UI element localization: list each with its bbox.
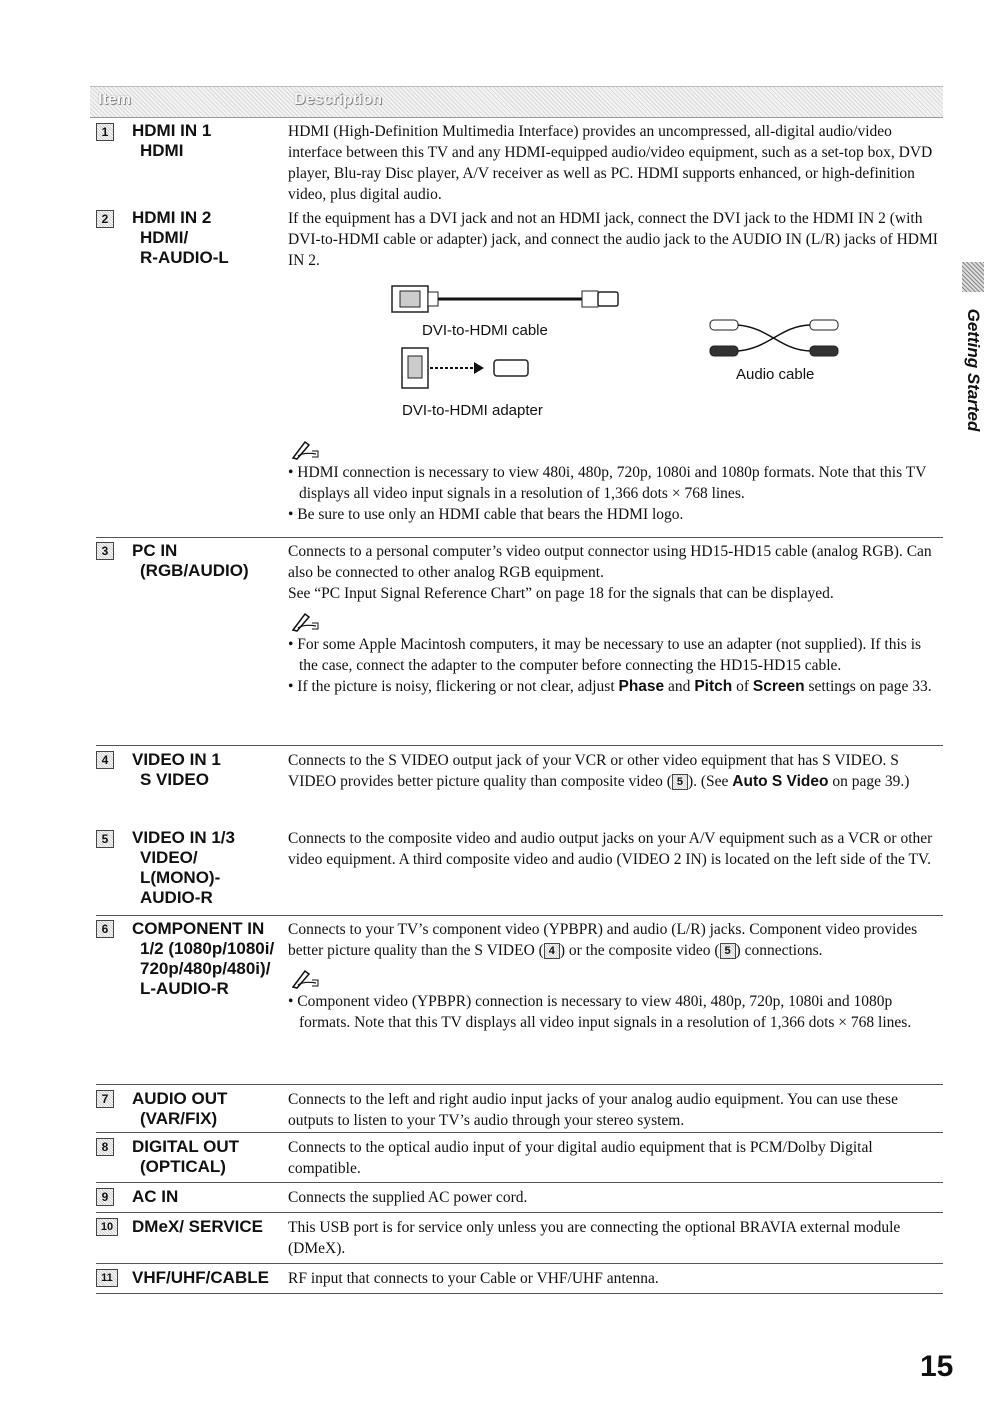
item-name: PC IN (RGB/AUDIO) [132,541,249,580]
item-number: 3 [96,542,114,560]
item-number: 11 [96,1269,118,1287]
item-name: COMPONENT IN 1/2 (1080p/1080i/ 720p/480p/480i)/ L-AUDIO-R [132,919,275,998]
item-description: Connects to your TV’s component video (YPBPR) and audio (L/R) jacks. Component video provides better picture quality than the S VIDEO ( 4 ) or the composite video ( 5 ) connections. • Component video (YPBPR) connection is necessary to view 480i, 480p, 720p, 1080i and 1080p formats. Note that this TV displays all video input signals in a resolution of 1,366 dots × 768 lines. [288,921,918,1031]
item-name: VHF/UHF/CABLE [132,1268,269,1287]
note-icon [290,967,320,989]
item-number: 9 [96,1188,114,1206]
table-row [96,537,943,695]
item-description: Connects to the S VIDEO output jack of your VCR or other video equipment that has S VIDEO. S VIDEO provides better picture quality than composite video ( 5 ). (See Auto S Video on page 39.) [288,752,910,790]
item-number: 10 [96,1218,118,1236]
dvi-adapter-caption: DVI-to-HDMI adapter [402,402,543,419]
note-icon [290,610,320,632]
ref-badge: 4 [544,943,560,959]
item-name: AUDIO OUT (VAR/FIX) [132,1089,228,1128]
table-row [96,1263,943,1287]
table-row [96,915,943,1031]
table-bottom-rule [96,1293,943,1294]
item-number: 8 [96,1138,114,1156]
item-number: 1 [96,123,114,141]
table-row [96,1182,943,1206]
manual-page: Item Description 1 HDMI IN 1 HDMI HDMI (High-Definition Multimedia Interface) provides an uncompressed, all-digital audio/video interface between this TV and any HDMI-equipped audio/video equipment, such as a set-top box, DVD player, Blu-ray Disc player, A/V receiver as well as PC. HDMI supports enhanced, or high-definition video, plus digital audio. 2 HDMI IN 2 HDMI/ R-AUDIO-L If the equipment has a DVI jack and not an HDMI jack, connect the DVI jack to the HDMI IN 2 (with DVI-to-HDMI cable or adapter) jack, and connect the audio jack to the AUDIO IN (L/R) jacks of HDMI IN 2. DVI-to-HDMI cable DVI-to-HDMI adapter Audio cable • HDMI connection is necessary to view 480i, 480p, 720p, 1080i and 1080p formats. Note that this TV displays all video input signals in a resolution of 1,366 dots × 768 lines. • Be sure to use only an HDMI cable that bears the HDMI logo. 3 PC IN (RGB/AUDIO) Connects to a personal computer’s video output connector using HD15-HD15 cable (analog RGB). Can also be connected to other analog RGB equipment. See “PC Input Signal Reference Chart” on page 18 for the signals that can be displayed. • For some Apple Macintosh computers, it may be necessary to use an adapter (not supplied). If this is the case, connect the adapter to the computer before connecting the HD15-HD15 cable. • If the picture is noisy, flickering or not clear, adjust Phase and Pitch of Screen settings on page 33. 4 VIDEO IN 1 S VIDEO Connects to the S VIDEO output jack of your VCR or other video equipment that has S VIDEO. S VIDEO provides better picture quality than composite video ( 5 ). (See Auto S Video on page 39.) 5 VIDEO IN 1/3 VIDEO/ L(MONO)- AUDIO-R Connects to the composite video and audio output jacks on your A/V equipment such as a VCR or other video equipment. A third composite video and audio (VIDEO 2 IN) is located on the left side of the TV. 6 COMPONENT IN 1/2 (1080p/1080i/ 720p/480p/480i)/ L-AUDIO-R Connects to your TV’s component video (YPBPR) and audio (L/R) jacks. Component video provides better picture quality than the S VIDEO ( 4 ) or the composite video ( 5 ) connections. • Component video (YPBPR) connection is necessary to view 480i, 480p, 720p, 1080i and 1080p formats. Note that this TV displays all video input signals in a resolution of 1,366 dots × 768 lines. 7 AUDIO OUT (VAR/FIX) Connects to the left and right audio input jacks of your analog audio equipment. You can use these outputs to listen to your TV’s audio through your stereo system. 8 DIGITAL OUT (OPTICAL) Connects to the optical audio input of your digital audio equipment that is PCM/Dolby Digital compatible. 9 AC IN Connects the supplied AC power cord. 10 DMeX/ SERVICE This USB port is for service only unless you are connecting the optional BRAVIA external module (DMeX). 11 VHF/UHF/CABLE RF input that connects to your Cable or VHF/UHF antenna. Getting Started 15 [0,0,998,1418]
item-name: HDMI IN 1 HDMI [132,121,212,160]
item-description: Connects to a personal computer’s video output connector using HD15-HD15 cable (analog RGB). Can also be connected to other analog RGB equipment. See “PC Input Signal Reference Chart” on page 18 for the signals that can be displayed. • For some Apple Macintosh computers, it may be necessary to use an adapter (not supplied). If this is the case, connect the adapter to the computer before connecting the HD15-HD15 cable. • If the picture is noisy, flickering or not clear, adjust Phase and Pitch of Screen settings on page 33. [288,541,938,697]
item-number: 5 [96,830,114,848]
item-name: DIGITAL OUT (OPTICAL) [132,1137,240,1176]
dvi-cable-caption: DVI-to-HDMI cable [422,322,548,339]
page-number: 15 [920,1350,954,1383]
item-description: Connects to the left and right audio input jacks of your analog audio equipment. You can use these outputs to listen to your TV’s audio through your stereo system. [288,1091,898,1129]
item-name: DMeX/ SERVICE [132,1217,264,1236]
table-header [90,86,943,118]
item-description: If the equipment has a DVI jack and not an HDMI jack, connect the DVI jack to the HDMI IN 2 (with DVI-to-HDMI cable or adapter) jack, and connect the audio jack to the AUDIO IN (L/R) jacks of HDMI IN 2. [288,210,938,269]
section-tab-marker [962,262,984,292]
table-row [96,1132,943,1177]
item-name: VIDEO IN 1 S VIDEO [132,750,221,789]
item-name: HDMI IN 2 HDMI/ R-AUDIO-L [132,208,229,267]
item-description: Connects the supplied AC power cord. [288,1189,528,1206]
header-item: Item [98,91,131,108]
connection-diagram [370,280,860,430]
item-number: 4 [96,751,114,769]
item-number: 7 [96,1090,114,1108]
item-description: HDMI (High-Definition Multimedia Interface) provides an uncompressed, all-digital audio/video interface between this TV and any HDMI-equipped audio/video equipment, such as a set-top box, DVD player, Blu-ray Disc player, A/V receiver as well as PC. HDMI supports enhanced, or high-definition video, plus digital audio. [288,123,933,203]
item-description: Connects to the composite video and audio output jacks on your A/V equipment such as a VCR or other video equipment. A third composite video and audio (VIDEO 2 IN) is located on the left side of the TV. [288,830,933,868]
item-description: This USB port is for service only unless you are connecting the optional BRAVIA external module (DMeX). [288,1219,901,1257]
item-name: AC IN [132,1187,179,1206]
table-row [96,1084,943,1129]
note-icon [290,438,320,460]
table-row [96,1212,943,1257]
audio-cable-caption: Audio cable [736,366,815,383]
item-name: VIDEO IN 1/3 VIDEO/ L(MONO)- AUDIO-R [132,828,235,907]
item-number: 6 [96,920,114,938]
header-description: Description [294,91,383,108]
section-label: Getting Started [964,308,983,432]
item-description: Connects to the optical audio input of your digital audio equipment that is PCM/Dolby Digital compatible. [288,1139,873,1177]
ref-badge: 5 [720,943,736,959]
item-number: 2 [96,210,114,228]
item-description: RF input that connects to your Cable or VHF/UHF antenna. [288,1270,659,1287]
phase-pitch-note: • If the picture is noisy, flickering or not clear, adjust Phase and Pitch of Screen settings on page 33. [288,678,932,695]
ref-badge: 5 [672,774,688,790]
table-row [96,745,943,790]
